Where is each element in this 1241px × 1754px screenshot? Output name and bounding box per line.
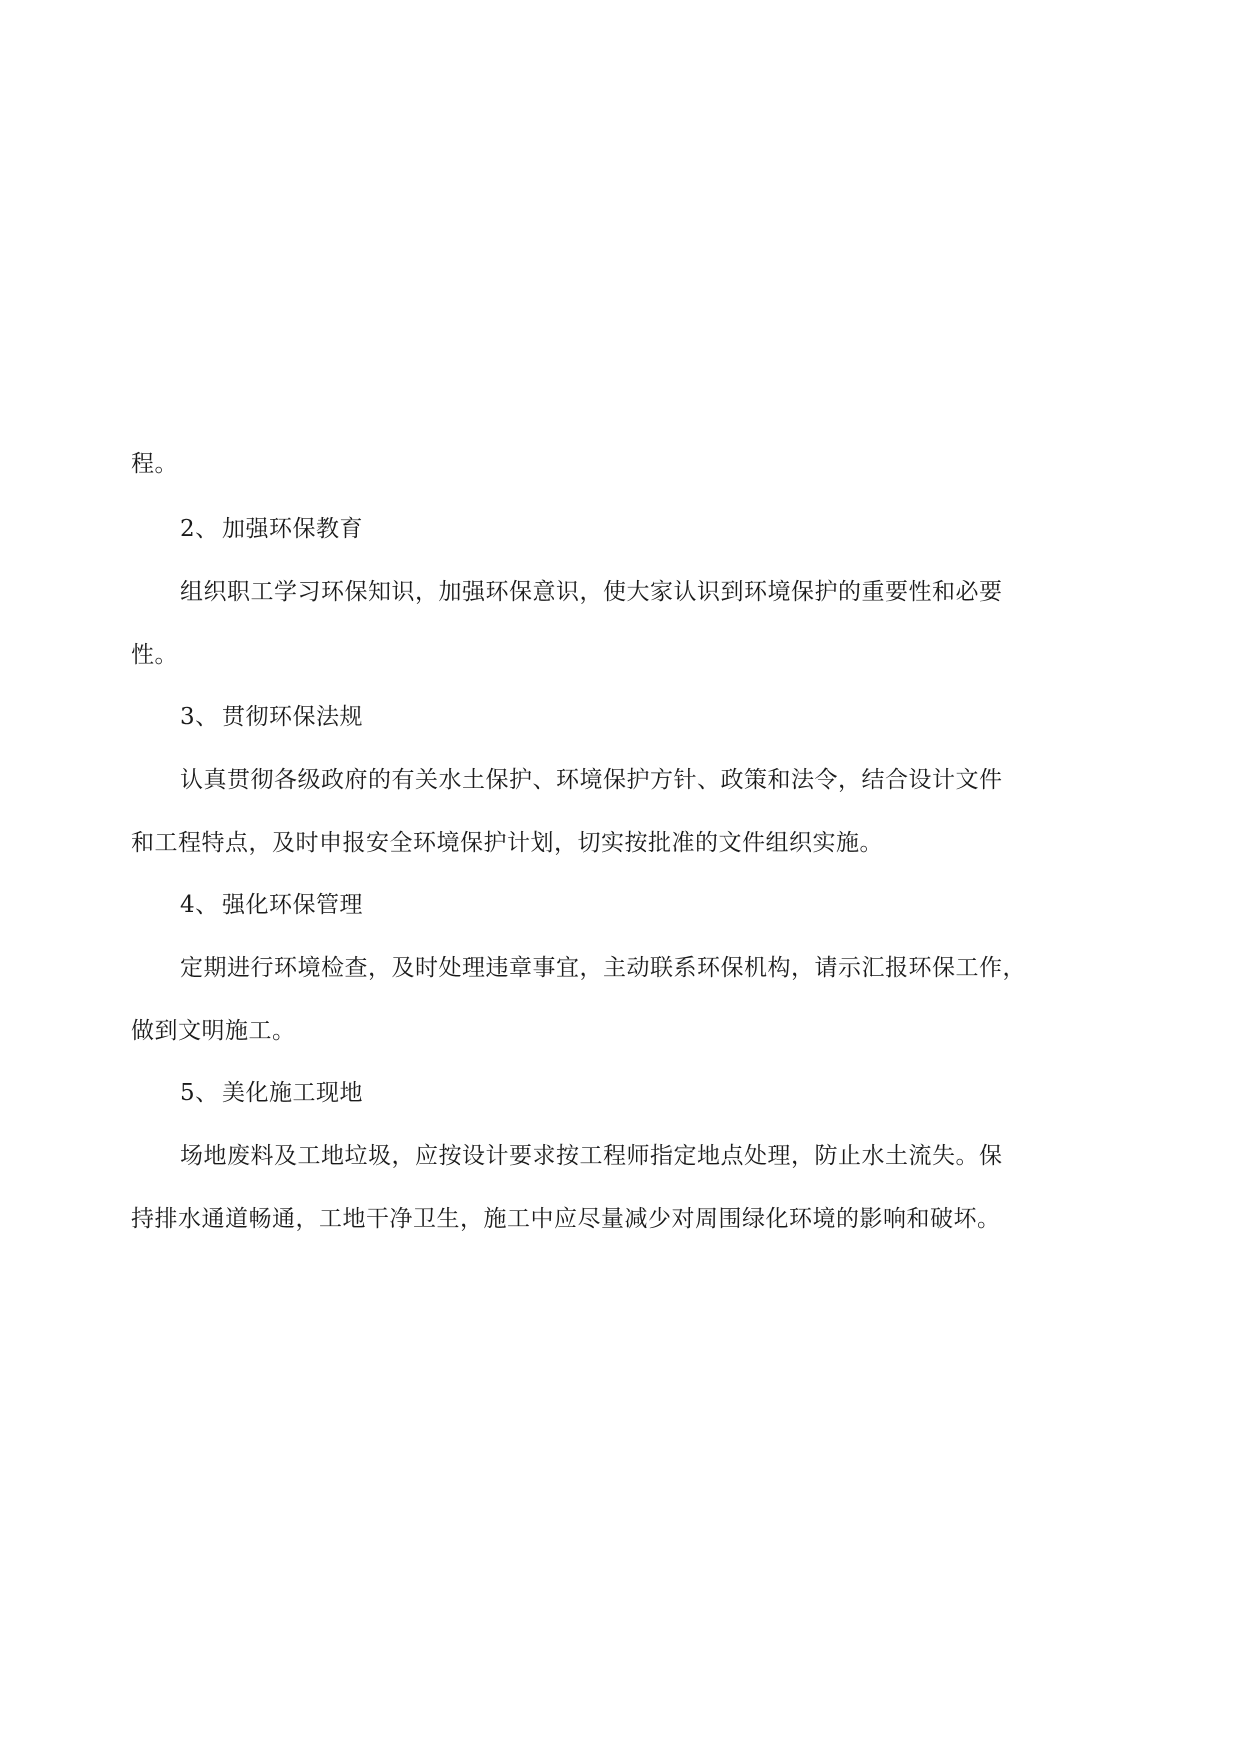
section-title: 贯彻环保法规	[222, 704, 363, 730]
section-number: 3、	[180, 704, 219, 730]
section-body-line: 定期进行环境检查，及时处理违章事宜，主动联系环保机构，请示汇报环保工作，	[180, 955, 1026, 981]
continuation-text: 程。	[131, 451, 178, 477]
section-body-line: 性。	[131, 642, 178, 668]
section-body-line: 做到文明施工。	[131, 1018, 296, 1044]
section-number: 2、	[180, 516, 219, 542]
section-body-line: 组织职工学习环保知识，加强环保意识，使大家认识到环境保护的重要性和必要	[180, 579, 1003, 605]
section-heading-5	[180, 1078, 1110, 1108]
section-body-line: 和工程特点，及时申报安全环境保护计划，切实按批准的文件组织实施。	[131, 830, 883, 856]
section-number: 4、	[180, 892, 219, 918]
section-heading-4	[180, 890, 1110, 920]
section-title: 美化施工现地	[222, 1080, 363, 1106]
section-body-line: 认真贯彻各级政府的有关水土保护、环境保护方针、政策和法令，结合设计文件	[180, 767, 1003, 793]
section-number: 5、	[180, 1080, 219, 1106]
section-title: 加强环保教育	[222, 516, 363, 542]
section-title: 强化环保管理	[222, 892, 363, 918]
section-heading-2	[180, 514, 1110, 544]
section-body-line: 场地废料及工地垃圾，应按设计要求按工程师指定地点处理，防止水土流失。保	[180, 1143, 1003, 1169]
section-heading-3	[180, 702, 1110, 732]
section-body-line: 持排水通道畅通，工地干净卫生，施工中应尽量减少对周围绿化环境的影响和破坏。	[131, 1206, 1001, 1232]
